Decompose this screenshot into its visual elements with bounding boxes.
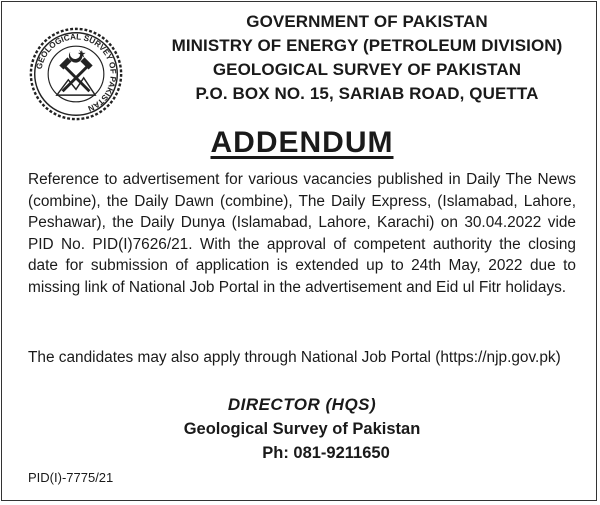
body-paragraph-2: The candidates may also apply through National Job Portal (https://njp.gov.pk) [28, 349, 561, 366]
svg-text:GEOLOGICAL SURVEY OF PAKISTAN: GEOLOGICAL SURVEY OF PAKISTAN [34, 32, 118, 114]
address-line: P.O. BOX NO. 15, SARIAB ROAD, QUETTA [195, 84, 539, 103]
title-wrapper [2, 126, 600, 160]
signature-organization: Geological Survey of Pakistan [183, 420, 421, 438]
letterhead [152, 10, 582, 106]
ministry-line: MINISTRY OF ENERGY (PETROLEUM DIVISION) [171, 36, 563, 55]
page-title: ADDENDUM [210, 126, 394, 159]
department-line: GEOLOGICAL SURVEY OF PAKISTAN [212, 60, 522, 79]
body-paragraph-1: Reference to advertisement for various vacancies published in Daily The News (combine), the Daily Dawn (combine), The Daily Express, (Islamabad, Lahore, Peshawar), the Daily Dunya (Islamabad, Lahore, Karachi) on 30.04.2022 vide PID No. PID(I)7626/21. With the approval of competent authority the closing date for submission of application is extended up to 24th May, 2022 due to missing link of National Job Portal in the advertisement and Eid ul Fitr holidays. [28, 171, 576, 296]
pid-number: PID(I)-7775/21 [28, 470, 114, 485]
signature-designation: DIRECTOR (HQS) [227, 395, 377, 414]
geological-survey-seal-icon [28, 26, 124, 122]
advertisement-page [1, 1, 597, 501]
government-line: GOVERNMENT OF PAKISTAN [246, 12, 488, 31]
signature-phone: Ph: 081-9211650 [262, 444, 390, 462]
